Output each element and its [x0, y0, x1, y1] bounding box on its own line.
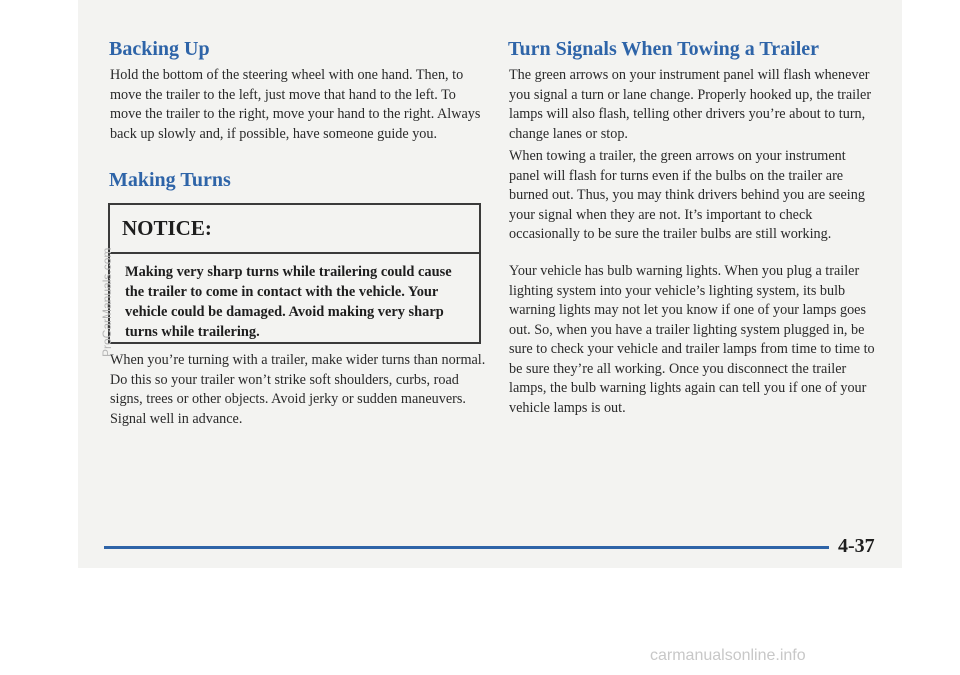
- backing-up-text: Hold the bottom of the steering wheel with one hand. Then, to move the trailer to the left, just move that hand to the left. To move the trailer to the right, move your hand to the right. Always back up slowly and, if possible, have someone guide you.: [110, 67, 481, 142]
- notice-box: [108, 203, 481, 344]
- turn-signals-paragraph-3: Your vehicle has bulb warning lights. When you plug a trailer lighting system into your vehicle’s lighting system, its bulb warning lights may not let you know if one of your lamps goes out. So, when you have a trailer lighting system plugged in, be sure to check your vehicle and trailer lamps from time to time to be sure they’re all working. Once you disconnect the trailer lamps, the bulb warning lights again can tell you if one of your vehicle lamps is out.: [509, 263, 875, 416]
- making-turns-text: When you’re turning with a trailer, make wider turns than normal. Do this so your trailer won’t strike soft shoulders, curbs, road signs, trees or other objects. Avoid jerky or sudden maneuvers. Signal well in advance.: [110, 352, 486, 427]
- heading-turn-signals: Turn Signals When Towing a Trailer: [508, 38, 820, 60]
- notice-text: Making very sharp turns while trailering could cause the trailer to come in contact with the vehicle. Your vehicle could be damaged. Avoid making very sharp turns while trailering.: [125, 264, 452, 340]
- heading-backing-up: Backing Up: [109, 38, 210, 60]
- turn-signals-paragraph-1: The green arrows on your instrument panel will flash whenever you signal a turn or lane change. Properly hooked up, the trailer lamps will also flash, telling other drivers you’re about to turn, change lanes or stop.: [509, 67, 872, 142]
- watermark-left: [100, 343, 114, 357]
- watermark-bottom: carmanualsonline.info: [650, 647, 806, 664]
- turn-signals-paragraph-2: When towing a trailer, the green arrows on your instrument panel will flash for turns even if the bulbs on the trailer are burned out. Thus, you may think drivers behind you are seeing your signal when they are not. It’s important to check occasionally to be sure the trailer bulbs are still working.: [509, 148, 865, 242]
- heading-making-turns: Making Turns: [109, 169, 231, 191]
- notice-title: NOTICE:: [122, 216, 212, 240]
- footer-rule: [104, 546, 829, 549]
- notice-divider: [110, 252, 479, 254]
- page-number: 4-37: [838, 535, 875, 557]
